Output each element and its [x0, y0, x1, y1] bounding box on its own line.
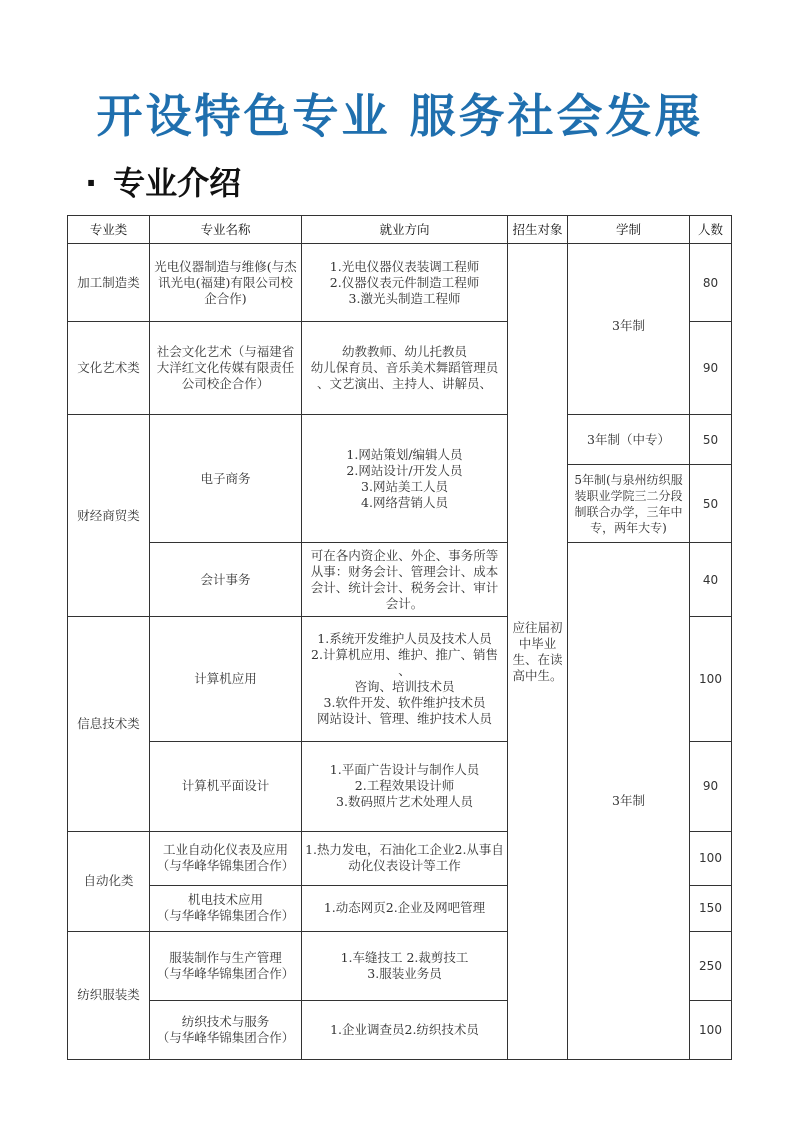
count-cell: 150: [690, 885, 732, 931]
category-cell: 自动化类: [68, 831, 150, 931]
jobs-cell: 幼教教师、幼儿托教员 幼儿保育员、音乐美术舞蹈管理员 、文艺演出、主持人、讲解员、: [302, 322, 508, 415]
duration-cell: 3年制（中专）: [568, 415, 690, 465]
major-cell: 电子商务: [150, 415, 302, 543]
page-title: 开设特色专业 服务社会发展: [96, 89, 704, 143]
category-cell: 纺织服装类: [68, 931, 150, 1059]
category-cell: 加工制造类: [68, 244, 150, 322]
section-label: 专业介绍: [113, 164, 242, 202]
count-cell: 250: [690, 931, 732, 1000]
jobs-cell: 1.系统开发维护人员及技术人员 2.计算机应用、维护、推广、销售 、 咨询、培训技术员 3.软件开发、软件维护技术员 网站设计、管理、维护技术人员: [302, 617, 508, 741]
count-cell: 90: [690, 322, 732, 415]
duration-cell: 5年制(与泉州纺织服装职业学院三二分段制联合办学，三年中专，两年大专): [568, 465, 690, 543]
enroll-target-cell: 应往届初中毕业生、在读高中生。: [508, 244, 568, 1060]
header-count: 人数: [690, 216, 732, 244]
duration-cell: 3年制: [568, 244, 690, 415]
major-cell: 光电仪器制造与维修(与杰讯光电(福建)有限公司校企合作): [150, 244, 302, 322]
major-cell: 工业自动化仪表及应用 （与华峰华锦集团合作）: [150, 831, 302, 885]
count-cell: 40: [690, 543, 732, 617]
count-cell: 100: [690, 617, 732, 741]
major-cell: 社会文化艺术（与福建省大洋红文化传媒有限责任公司校企合作）: [150, 322, 302, 415]
count-cell: 100: [690, 831, 732, 885]
duration-cell: 3年制: [568, 543, 690, 1060]
header-jobs: 就业方向: [302, 216, 508, 244]
bullet-dot: ·: [85, 164, 98, 202]
count-cell: 100: [690, 1000, 732, 1059]
header-target: 招生对象: [508, 216, 568, 244]
section-heading: [85, 158, 241, 204]
major-cell: 机电技术应用 （与华峰华锦集团合作）: [150, 885, 302, 931]
jobs-cell: 可在各内资企业、外企、事务所等从事：财务会计、管理会计、成本会计、统计会计、税务会计、审计会计。: [302, 543, 508, 617]
jobs-cell: 1.动态网页2.企业及网吧管理: [302, 885, 508, 931]
major-cell: 会计事务: [150, 543, 302, 617]
count-cell: 80: [690, 244, 732, 322]
jobs-cell: 1.车缝技工 2.裁剪技工 3.服装业务员: [302, 931, 508, 1000]
major-cell: 服装制作与生产管理 （与华峰华锦集团合作）: [150, 931, 302, 1000]
major-cell: 纺织技术与服务 （与华峰华锦集团合作）: [150, 1000, 302, 1059]
jobs-cell: 1.企业调查员2.纺织技术员: [302, 1000, 508, 1059]
count-cell: 50: [690, 415, 732, 465]
major-cell: 计算机应用: [150, 617, 302, 741]
header-duration: 学制: [568, 216, 690, 244]
count-cell: 50: [690, 465, 732, 543]
category-cell: 信息技术类: [68, 617, 150, 831]
header-category: 专业类: [68, 216, 150, 244]
jobs-cell: 1.光电仪器仪表装调工程师 2.仪器仪表元件制造工程师 3.激光头制造工程师: [302, 244, 508, 322]
header-major: 专业名称: [150, 216, 302, 244]
majors-table: [67, 215, 732, 1060]
jobs-cell: 1.热力发电，石油化工企业2.从事自动化仪表设计等工作: [302, 831, 508, 885]
category-cell: 文化艺术类: [68, 322, 150, 415]
jobs-cell: 1.网站策划/编辑人员 2.网站设计/开发人员 3.网站美工人员 4.网络营销人员: [302, 415, 508, 543]
category-cell: 财经商贸类: [68, 415, 150, 617]
count-cell: 90: [690, 741, 732, 831]
jobs-cell: 1.平面广告设计与制作人员 2.工程效果设计师 3.数码照片艺术处理人员: [302, 741, 508, 831]
major-cell: 计算机平面设计: [150, 741, 302, 831]
